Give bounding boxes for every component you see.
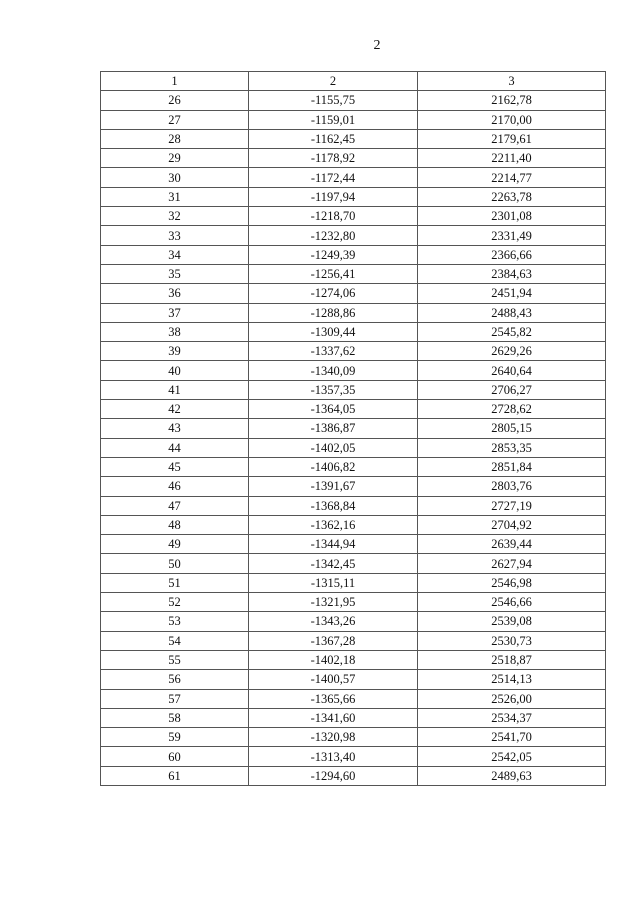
table-cell-col-1: 53 bbox=[101, 612, 249, 631]
table-row bbox=[101, 303, 606, 322]
table-cell-col-3: 2170,00 bbox=[418, 110, 606, 129]
table-cell-col-2: -1249,39 bbox=[249, 245, 418, 264]
table-cell-col-2: -1315,11 bbox=[249, 573, 418, 592]
table-cell-col-2: -1218,70 bbox=[249, 207, 418, 226]
table-row bbox=[101, 496, 606, 515]
table-row bbox=[101, 631, 606, 650]
table-cell-col-1: 45 bbox=[101, 457, 249, 476]
table-row bbox=[101, 708, 606, 727]
table-cell-col-2: -1344,94 bbox=[249, 535, 418, 554]
table-cell-col-2: -1357,35 bbox=[249, 380, 418, 399]
table-cell-col-1: 40 bbox=[101, 361, 249, 380]
table-cell-col-3: 2489,63 bbox=[418, 766, 606, 785]
table-cell-col-1: 57 bbox=[101, 689, 249, 708]
table-cell-col-3: 2179,61 bbox=[418, 129, 606, 148]
data-table bbox=[100, 71, 606, 786]
table-row bbox=[101, 110, 606, 129]
table-cell-col-3: 2546,66 bbox=[418, 593, 606, 612]
table-row bbox=[101, 766, 606, 785]
table-cell-col-2: -1162,45 bbox=[249, 129, 418, 148]
table-cell-col-3: 2728,62 bbox=[418, 400, 606, 419]
table-cell-col-3: 2639,44 bbox=[418, 535, 606, 554]
table-cell-col-3: 2542,05 bbox=[418, 747, 606, 766]
table-row bbox=[101, 400, 606, 419]
table-cell-col-1: 28 bbox=[101, 129, 249, 148]
table-cell-col-3: 2851,84 bbox=[418, 457, 606, 476]
table-row bbox=[101, 322, 606, 341]
table-cell-col-1: 41 bbox=[101, 380, 249, 399]
table-row bbox=[101, 438, 606, 457]
table-cell-col-1: 61 bbox=[101, 766, 249, 785]
table-row bbox=[101, 91, 606, 110]
table-cell-col-1: 59 bbox=[101, 728, 249, 747]
table-row bbox=[101, 650, 606, 669]
table-cell-col-3: 2704,92 bbox=[418, 515, 606, 534]
table-cell-col-1: 48 bbox=[101, 515, 249, 534]
table-row bbox=[101, 361, 606, 380]
table-cell-col-1: 47 bbox=[101, 496, 249, 515]
table-row bbox=[101, 457, 606, 476]
table-cell-col-2: -1321,95 bbox=[249, 593, 418, 612]
table-row bbox=[101, 670, 606, 689]
table-cell-col-1: 35 bbox=[101, 264, 249, 283]
table-row bbox=[101, 573, 606, 592]
table-cell-col-2: -1256,41 bbox=[249, 264, 418, 283]
table-row bbox=[101, 187, 606, 206]
table-cell-col-1: 54 bbox=[101, 631, 249, 650]
column-header-2: 2 bbox=[249, 72, 418, 91]
table-cell-col-1: 26 bbox=[101, 91, 249, 110]
table-cell-col-3: 2545,82 bbox=[418, 322, 606, 341]
table-cell-col-2: -1391,67 bbox=[249, 477, 418, 496]
table-cell-col-1: 34 bbox=[101, 245, 249, 264]
table-cell-col-1: 33 bbox=[101, 226, 249, 245]
table-cell-col-2: -1365,66 bbox=[249, 689, 418, 708]
table-cell-col-2: -1288,86 bbox=[249, 303, 418, 322]
table-cell-col-2: -1406,82 bbox=[249, 457, 418, 476]
table-row bbox=[101, 612, 606, 631]
table-cell-col-3: 2514,13 bbox=[418, 670, 606, 689]
table-cell-col-2: -1402,05 bbox=[249, 438, 418, 457]
table-cell-col-3: 2301,08 bbox=[418, 207, 606, 226]
table-cell-col-1: 51 bbox=[101, 573, 249, 592]
table-cell-col-3: 2214,77 bbox=[418, 168, 606, 187]
table-row bbox=[101, 728, 606, 747]
table-cell-col-3: 2384,63 bbox=[418, 264, 606, 283]
table-cell-col-2: -1400,57 bbox=[249, 670, 418, 689]
table-cell-col-1: 39 bbox=[101, 342, 249, 361]
table-cell-col-3: 2539,08 bbox=[418, 612, 606, 631]
table-body bbox=[101, 91, 606, 786]
table-row bbox=[101, 264, 606, 283]
table-cell-col-1: 29 bbox=[101, 149, 249, 168]
table-cell-col-2: -1232,80 bbox=[249, 226, 418, 245]
table-cell-col-3: 2803,76 bbox=[418, 477, 606, 496]
table-cell-col-2: -1309,44 bbox=[249, 322, 418, 341]
table-cell-col-3: 2488,43 bbox=[418, 303, 606, 322]
table-row bbox=[101, 342, 606, 361]
table-cell-col-3: 2211,40 bbox=[418, 149, 606, 168]
table-cell-col-2: -1294,60 bbox=[249, 766, 418, 785]
table-cell-col-2: -1364,05 bbox=[249, 400, 418, 419]
table-row bbox=[101, 689, 606, 708]
table-cell-col-3: 2451,94 bbox=[418, 284, 606, 303]
table-row bbox=[101, 477, 606, 496]
table-cell-col-3: 2366,66 bbox=[418, 245, 606, 264]
table-cell-col-3: 2526,00 bbox=[418, 689, 606, 708]
table-cell-col-2: -1197,94 bbox=[249, 187, 418, 206]
table-cell-col-1: 50 bbox=[101, 554, 249, 573]
table-cell-col-2: -1368,84 bbox=[249, 496, 418, 515]
table-cell-col-3: 2853,35 bbox=[418, 438, 606, 457]
column-header-1: 1 bbox=[101, 72, 249, 91]
table-cell-col-3: 2530,73 bbox=[418, 631, 606, 650]
table-row bbox=[101, 129, 606, 148]
table-row bbox=[101, 593, 606, 612]
table-cell-col-1: 58 bbox=[101, 708, 249, 727]
table-cell-col-1: 43 bbox=[101, 419, 249, 438]
table-cell-col-3: 2640,64 bbox=[418, 361, 606, 380]
table-cell-col-1: 36 bbox=[101, 284, 249, 303]
table-row bbox=[101, 149, 606, 168]
table-cell-col-1: 31 bbox=[101, 187, 249, 206]
table-cell-col-1: 46 bbox=[101, 477, 249, 496]
table-row bbox=[101, 245, 606, 264]
table-cell-col-2: -1342,45 bbox=[249, 554, 418, 573]
table-row bbox=[101, 419, 606, 438]
table-cell-col-2: -1386,87 bbox=[249, 419, 418, 438]
table-cell-col-3: 2162,78 bbox=[418, 91, 606, 110]
table-row bbox=[101, 535, 606, 554]
page-number: 2 bbox=[373, 38, 381, 53]
table-row bbox=[101, 284, 606, 303]
table-row bbox=[101, 747, 606, 766]
table-cell-col-1: 30 bbox=[101, 168, 249, 187]
table-cell-col-3: 2727,19 bbox=[418, 496, 606, 515]
table-cell-col-3: 2805,15 bbox=[418, 419, 606, 438]
table-cell-col-3: 2331,49 bbox=[418, 226, 606, 245]
table-cell-col-3: 2706,27 bbox=[418, 380, 606, 399]
column-header-3: 3 bbox=[418, 72, 606, 91]
table-cell-col-1: 27 bbox=[101, 110, 249, 129]
table-cell-col-1: 44 bbox=[101, 438, 249, 457]
table-cell-col-1: 60 bbox=[101, 747, 249, 766]
table-cell-col-2: -1362,16 bbox=[249, 515, 418, 534]
table-row bbox=[101, 554, 606, 573]
table-cell-col-3: 2518,87 bbox=[418, 650, 606, 669]
table-cell-col-2: -1313,40 bbox=[249, 747, 418, 766]
table-cell-col-3: 2534,37 bbox=[418, 708, 606, 727]
table-cell-col-2: -1343,26 bbox=[249, 612, 418, 631]
table-cell-col-1: 38 bbox=[101, 322, 249, 341]
table-row bbox=[101, 168, 606, 187]
table-cell-col-2: -1178,92 bbox=[249, 149, 418, 168]
table-cell-col-2: -1337,62 bbox=[249, 342, 418, 361]
table-cell-col-1: 37 bbox=[101, 303, 249, 322]
table-cell-col-2: -1367,28 bbox=[249, 631, 418, 650]
table-header-row bbox=[101, 72, 606, 91]
table-row bbox=[101, 207, 606, 226]
table-cell-col-1: 56 bbox=[101, 670, 249, 689]
table-cell-col-3: 2541,70 bbox=[418, 728, 606, 747]
table-cell-col-3: 2546,98 bbox=[418, 573, 606, 592]
table-cell-col-2: -1155,75 bbox=[249, 91, 418, 110]
table-cell-col-2: -1341,60 bbox=[249, 708, 418, 727]
table-cell-col-3: 2263,78 bbox=[418, 187, 606, 206]
table-row bbox=[101, 380, 606, 399]
table-row bbox=[101, 515, 606, 534]
table-cell-col-1: 42 bbox=[101, 400, 249, 419]
table-cell-col-2: -1402,18 bbox=[249, 650, 418, 669]
table-cell-col-2: -1172,44 bbox=[249, 168, 418, 187]
table-cell-col-1: 52 bbox=[101, 593, 249, 612]
table-cell-col-3: 2627,94 bbox=[418, 554, 606, 573]
table-cell-col-2: -1159,01 bbox=[249, 110, 418, 129]
table-cell-col-1: 49 bbox=[101, 535, 249, 554]
table-cell-col-2: -1274,06 bbox=[249, 284, 418, 303]
table-cell-col-2: -1320,98 bbox=[249, 728, 418, 747]
table-cell-col-1: 55 bbox=[101, 650, 249, 669]
table-row bbox=[101, 226, 606, 245]
table-cell-col-3: 2629,26 bbox=[418, 342, 606, 361]
table-cell-col-1: 32 bbox=[101, 207, 249, 226]
table-cell-col-2: -1340,09 bbox=[249, 361, 418, 380]
